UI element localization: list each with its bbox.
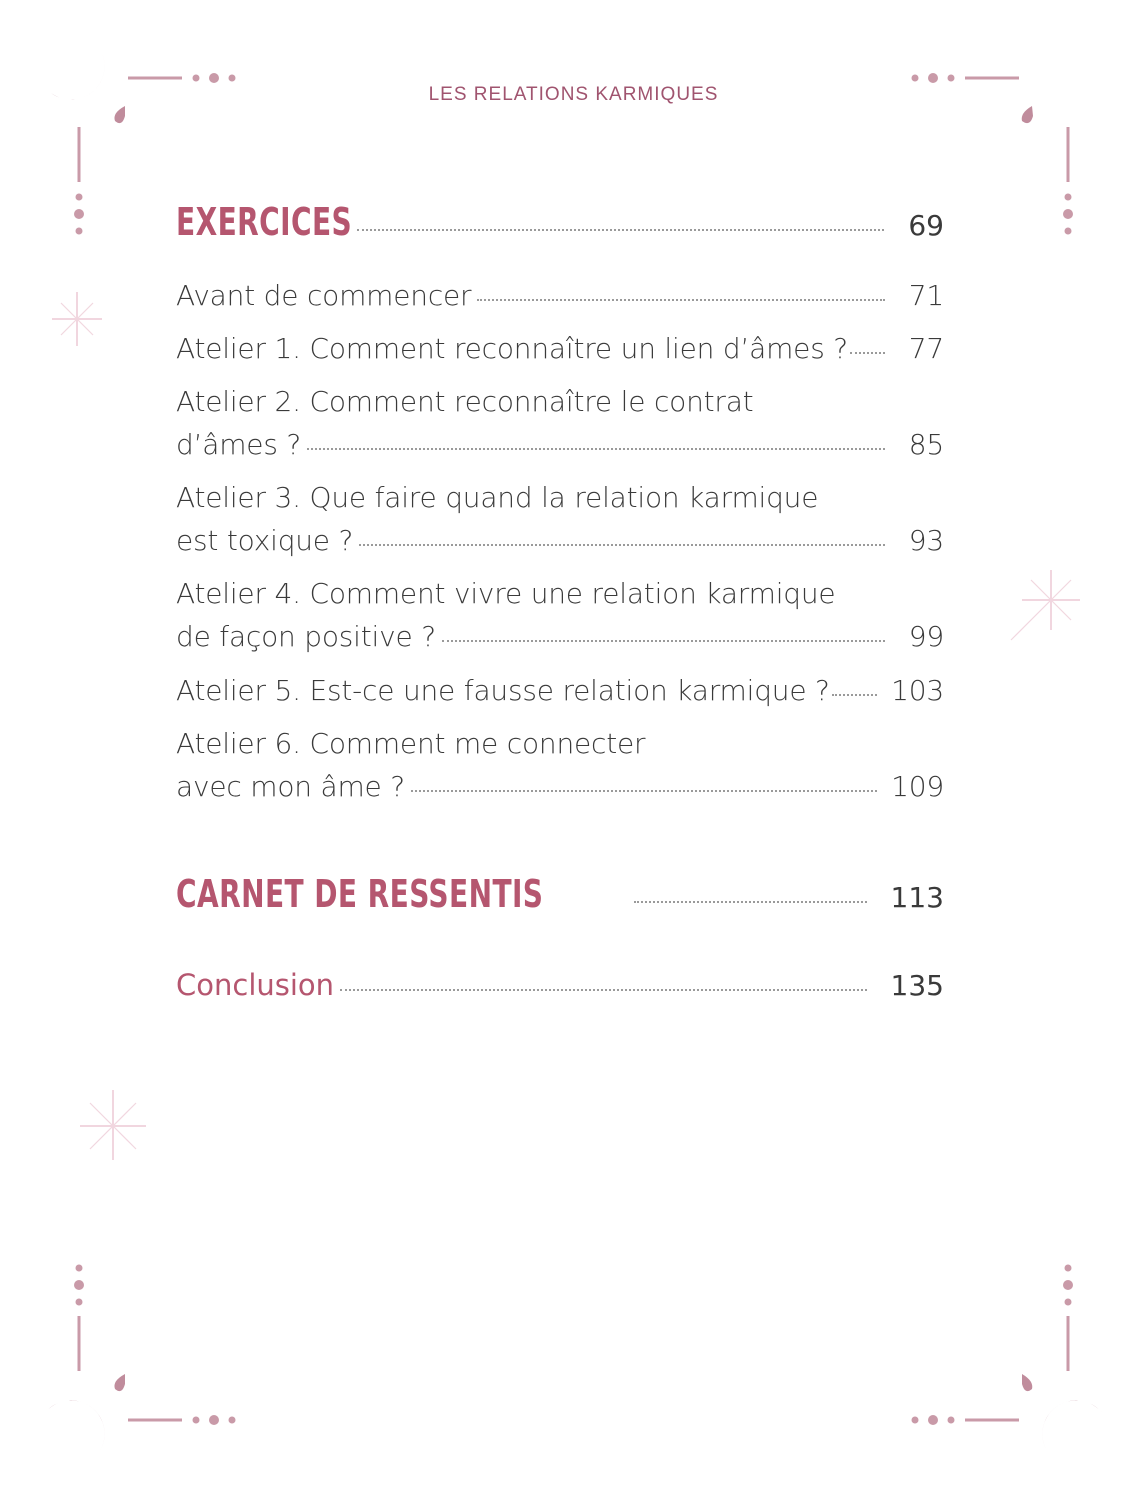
toc-item[interactable]: [176, 572, 944, 658]
sparkle-star-icon: [52, 292, 102, 346]
toc-item[interactable]: [176, 476, 944, 562]
droplet-icon: [114, 1374, 125, 1391]
toc-item-title-line2: d’âmes ?: [176, 428, 302, 461]
page-number: 69: [908, 209, 944, 242]
page-number: 135: [890, 969, 944, 1002]
dot-leader: [442, 640, 885, 642]
toc-item-title-line1: Atelier 6. Comment me connecter: [176, 727, 646, 760]
toc-conclusion[interactable]: [176, 968, 944, 1002]
dot-leader: [832, 694, 877, 696]
dot-leader: [634, 901, 866, 903]
page-number: 99: [908, 620, 944, 653]
section-title: EXERCICES: [176, 200, 353, 244]
page-number: 109: [891, 770, 944, 803]
droplet-icon: [1022, 106, 1033, 123]
dot-leader: [411, 790, 877, 792]
section-title: CARNET DE RESSENTIS: [176, 872, 544, 916]
crescent-moon-icon: [1042, 1400, 1103, 1454]
conclusion-title: Conclusion: [176, 968, 335, 1002]
toc-item-title-line2: de façon positive ?: [176, 620, 436, 653]
toc-item[interactable]: [176, 274, 944, 317]
dot-leader: [340, 989, 867, 991]
crescent-moon-icon: [44, 1400, 105, 1454]
toc-item[interactable]: [176, 722, 944, 808]
toc-item-title-line1: Atelier 3. Que faire quand la relation karmique: [176, 481, 819, 514]
toc-item-title-line1: Atelier 4. Comment vivre une relation karmique: [176, 577, 836, 610]
dot-leader: [357, 229, 885, 231]
toc-item-title: Atelier 1. Comment reconnaître un lien d’âmes ?: [176, 332, 848, 365]
dot-leader: [477, 299, 884, 301]
sparkle-star-icon: [1011, 570, 1080, 640]
toc-item[interactable]: [176, 327, 944, 370]
toc-item[interactable]: [176, 380, 944, 466]
toc-section-exercices[interactable]: [176, 200, 944, 244]
toc-item-title-line2: avec mon âme ?: [176, 770, 405, 803]
sparkle-star-icon: [80, 1090, 146, 1160]
page-number: 103: [891, 674, 944, 707]
droplet-icon: [114, 106, 125, 123]
dot-leader: [307, 448, 885, 450]
toc-item-title-line2: est toxique ?: [176, 524, 354, 557]
page-number: 77: [908, 332, 944, 365]
page-number: 93: [908, 524, 944, 557]
page-number: 113: [890, 881, 944, 914]
toc-item-title-line1: Atelier 2. Comment reconnaître le contrat: [176, 385, 754, 418]
page-number: 71: [908, 279, 944, 312]
dot-leader: [850, 352, 885, 354]
dot-leader: [359, 544, 885, 546]
page-number: 85: [908, 428, 944, 461]
toc-section-carnet[interactable]: [176, 872, 944, 916]
toc-item[interactable]: [176, 669, 944, 712]
toc-item-title: Avant de commencer: [176, 279, 472, 312]
toc-item-title: Atelier 5. Est-ce une fausse relation karmique ?: [176, 674, 830, 707]
running-head: LES RELATIONS KARMIQUES: [428, 84, 719, 105]
droplet-icon: [1022, 1374, 1032, 1391]
